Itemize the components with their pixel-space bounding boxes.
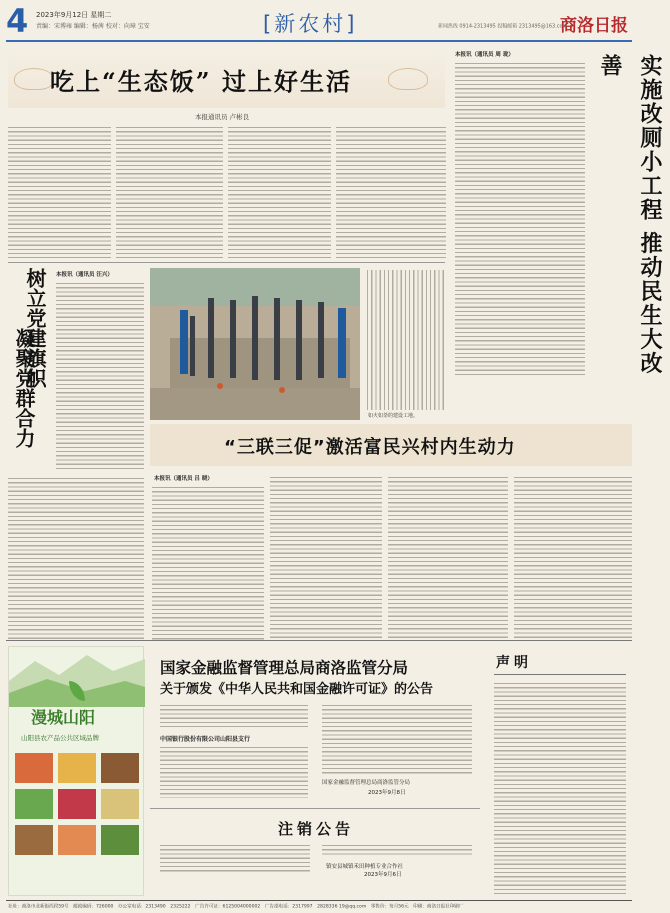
- toilet-body: [455, 60, 585, 378]
- statement-panel: [488, 646, 632, 896]
- page-header: [0, 0, 638, 44]
- license-notice-signoff: 国家金融监督管理总局商洛监管分局: [322, 780, 411, 786]
- footer-info: 社址：商洛市北新街西段59号 邮政编码：726000 办公室电话：2313490 2325222 广告许可证：6125004000002 广告部电话：2317997 2828336 19@qq.com 零售价：每月56元 印刷：商洛日报社印刷厂: [8, 903, 464, 910]
- eat-headline-box: [8, 50, 445, 108]
- header-rule: [6, 40, 632, 42]
- cloud-ornament: [14, 68, 54, 90]
- photo-caption-vertical-text: [364, 270, 446, 410]
- cancel-notice-body-right: [322, 842, 472, 856]
- photo-caption-block: [364, 270, 446, 418]
- page-number: 4: [6, 2, 29, 40]
- party-headline-line1: 树立党建旗帜: [23, 268, 47, 388]
- newspaper-logo: 商洛日报: [560, 16, 628, 36]
- statement-title: 声明: [496, 655, 532, 671]
- eat-body-col-3: [228, 124, 331, 258]
- editor-credits: 责编：宋博雍 编辑：杨茜 校对：向璋 宝安: [36, 23, 150, 30]
- bottom-strip-rule: [6, 640, 632, 641]
- license-notice-body-left: [160, 702, 308, 730]
- notice-divider: [150, 808, 480, 809]
- construction-photo: [150, 268, 360, 420]
- party-lead: 本报讯（通讯员 汪兴）: [56, 272, 113, 278]
- license-notice-date: 2023年9月8日: [368, 790, 406, 796]
- eat-body-col-2: [116, 124, 223, 258]
- section-title: [新农村]: [263, 12, 358, 36]
- statement-body: [494, 680, 626, 894]
- toilet-lead: 本报讯（通讯员 周 珑）: [455, 52, 514, 58]
- eat-headline: 吃上“生态饭” 过上好生活: [50, 67, 352, 96]
- cancel-notice-company: 镇安县城镇禾田种植专业合作社: [326, 864, 404, 870]
- ad-slogan-text: 山阳县农产品公共区域品牌: [21, 734, 99, 742]
- license-notice-body-left-2: [160, 744, 308, 798]
- cancel-notice-title: 注销公告: [278, 820, 355, 838]
- party-headline-line2: 凝聚党群合力: [12, 328, 36, 448]
- footer-rule: [6, 900, 632, 901]
- photo-caption: 如火如荼的建设工地。: [368, 413, 419, 419]
- eat-byline: 本报通讯员 卢彬良: [195, 113, 250, 121]
- section-rule: [8, 262, 445, 263]
- eat-body-col-4: [336, 124, 446, 258]
- license-notice-company: 中国银行股份有限公司山阳县支行: [160, 736, 251, 743]
- statement-rule: [494, 674, 626, 675]
- toilet-headline: [590, 54, 663, 384]
- threelink-headline: “三联三促”激活富民兴村内生动力: [224, 437, 516, 458]
- license-notice: [150, 646, 480, 806]
- construction-photo-svg: [150, 268, 360, 420]
- cancel-notice: [150, 812, 480, 900]
- cloud-ornament-right: [388, 68, 428, 90]
- toilet-headline-text: 实施改厕小工程 推动民生大改善: [597, 54, 663, 376]
- license-notice-title-1: 国家金融监督管理总局商洛监管分局: [160, 659, 409, 677]
- shanyang-ad-block: [8, 646, 144, 896]
- hotline: 新闻热线 0914-2313495 投稿邮箱 2313495@163.com: [438, 23, 568, 30]
- license-notice-title-2: 关于颁发《中华人民共和国金融许可证》的公告: [160, 682, 434, 697]
- threelink-headline-box: [150, 424, 632, 466]
- ad-brand-text: 漫城山阳: [31, 708, 96, 727]
- cancel-notice-date: 2023年9月6日: [364, 872, 402, 878]
- threelink-byline: 本报讯（通讯员 吕 晓）: [154, 476, 213, 482]
- ad-produce-grid: [9, 747, 145, 867]
- license-notice-body-right: [322, 702, 472, 774]
- cancel-notice-body-left: [160, 842, 310, 874]
- issue-date: 2023年9月12日 星期二: [36, 11, 112, 19]
- party-body-top: [56, 280, 144, 472]
- eat-body-col-1: [8, 124, 111, 258]
